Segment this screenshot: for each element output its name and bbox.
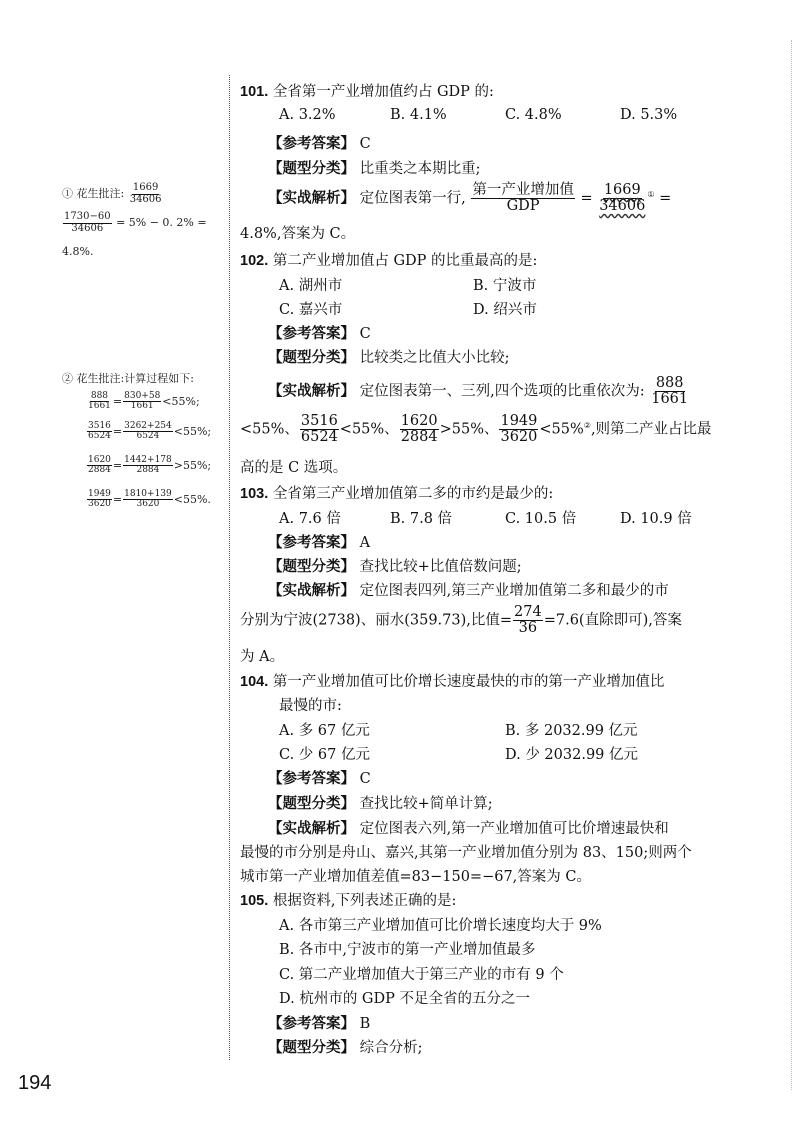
q103-analysis-line3: 为 A。 bbox=[240, 649, 285, 665]
q102-option-b: B. 宁波市 bbox=[473, 278, 537, 294]
q104-option-c: C. 少 67 亿元 bbox=[279, 747, 370, 763]
q101-answer: 【参考答案】 C bbox=[268, 135, 371, 152]
q104-option-a: A. 多 67 亿元 bbox=[279, 723, 370, 739]
q105-option-c: C. 第二产业增加值大于第三产业的市有 9 个 bbox=[279, 967, 564, 983]
q105-answer: 【参考答案】 B bbox=[268, 1015, 371, 1032]
q102-stem: 102. 第二产业增加值占 GDP 的比重最高的是: bbox=[240, 253, 538, 269]
margin-note-1-line2: $\frac{1730-60}{34606}$ = 5% − 0. 2% = bbox=[64, 211, 207, 234]
note1-fraction-2: $\frac{1730-60}{34606}$ bbox=[64, 211, 111, 234]
q101-option-b: B. 4.1% bbox=[390, 107, 447, 123]
page-number: 194 bbox=[18, 1072, 52, 1094]
note2-row-4: $\frac{1949}{3620}$ = $\frac{1810+139}{3620}$ <55%. bbox=[88, 489, 211, 510]
margin-note-1 bbox=[62, 183, 164, 205]
page-edge bbox=[791, 40, 792, 1090]
q103-option-b: B. 7.8 倍 bbox=[390, 511, 453, 527]
q105-option-b: B. 各市中,宁波市的第一产业增加值最多 bbox=[279, 942, 536, 958]
q105-option-a: A. 各市第三产业增加值可比价增长速度均大于 9% bbox=[279, 918, 602, 934]
q103-option-c: C. 10.5 倍 bbox=[505, 511, 577, 527]
q103-stem: 103. 全省第三产业增加值第二多的市约是最少的: bbox=[240, 486, 554, 502]
q102-answer: 【参考答案】 C bbox=[268, 325, 371, 342]
q101-analysis: 【实战解析】 定位图表第一行, $\frac{\text{第一产业增加值}}{\text{GDP}}$ = $\frac{1669}{34606}$ ① = bbox=[268, 182, 672, 215]
margin-note-2: ② 花生批注:计算过程如下: bbox=[62, 372, 194, 385]
q102-analysis-line3: 高的是 C 选项。 bbox=[240, 460, 348, 476]
q102-analysis: 【实战解析】 定位图表第一、三列,四个选项的比重依次为: $\frac{888}{1661}$ bbox=[268, 375, 689, 408]
note1-fraction-1: $\frac{1669}{34606}$ bbox=[129, 182, 162, 205]
q104-stem-line2: 最慢的市: bbox=[279, 698, 342, 714]
q103-category: 【题型分类】 查找比较+比值倍数问题; bbox=[268, 558, 522, 575]
note2-row-2: $\frac{3516}{6524}$ = $\frac{3262+254}{6524}$ <55%; bbox=[88, 421, 212, 442]
q104-stem: 104. 第一产业增加值可比价增长速度最快的市的第一产业增加值比 bbox=[240, 674, 665, 690]
q104-category: 【题型分类】 查找比较+简单计算; bbox=[268, 795, 493, 812]
q101-option-d: D. 5.3% bbox=[620, 107, 678, 123]
q104-option-b: B. 多 2032.99 亿元 bbox=[505, 723, 638, 739]
q101-category: 【题型分类】 比重类之本期比重; bbox=[268, 160, 481, 177]
q103-answer: 【参考答案】 A bbox=[268, 534, 371, 551]
note2-row-1: $\frac{888}{1661}$ = $\frac{830+58}{1661}$ <55%; bbox=[88, 391, 200, 412]
q103-analysis: 【实战解析】 定位图表四列,第三产业增加值第二多和最少的市 bbox=[268, 582, 669, 599]
q104-analysis: 【实战解析】 定位图表六列,第一产业增加值可比价增速最快和 bbox=[268, 820, 669, 837]
q102-category: 【题型分类】 比较类之比值大小比较; bbox=[268, 349, 510, 366]
q102-option-d: D. 绍兴市 bbox=[473, 302, 537, 318]
q104-analysis-line3: 城市第一产业增加值差值=83−150=−67,答案为 C。 bbox=[240, 869, 591, 885]
note1-prefix: ① 花生批注: bbox=[62, 187, 125, 200]
q105-option-d: D. 杭州市的 GDP 不足全省的五分之一 bbox=[279, 991, 531, 1007]
margin-divider bbox=[229, 75, 230, 1060]
q101-option-a: A. 3.2% bbox=[279, 107, 336, 123]
q101-option-c: C. 4.8% bbox=[505, 107, 562, 123]
q102-analysis-line2: <55%、 $\frac{3516}{6524}$ <55%、 $\frac{1620}{2884}$ >55%、 $\frac{1949}{3620}$ <55%②,则第二产业占比最 bbox=[240, 413, 712, 446]
note2-row-3: $\frac{1620}{2884}$ = $\frac{1442+178}{2884}$ >55%; bbox=[88, 455, 212, 476]
q104-option-d: D. 少 2032.99 亿元 bbox=[505, 747, 639, 763]
q102-option-a: A. 湖州市 bbox=[279, 278, 343, 294]
q103-option-a: A. 7.6 倍 bbox=[279, 511, 341, 527]
q105-stem: 105. 根据资料,下列表述正确的是: bbox=[240, 893, 457, 909]
q101-analysis-line2: 4.8%,答案为 C。 bbox=[240, 226, 356, 242]
q104-analysis-line2: 最慢的市分别是舟山、嘉兴,其第一产业增加值分别为 83、150;则两个 bbox=[240, 845, 692, 861]
q105-category: 【题型分类】 综合分析; bbox=[268, 1039, 423, 1056]
q101-stem: 101. 全省第一产业增加值约占 GDP 的: bbox=[240, 84, 494, 100]
q102-option-c: C. 嘉兴市 bbox=[279, 302, 343, 318]
q103-option-d: D. 10.9 倍 bbox=[620, 511, 692, 527]
q104-answer: 【参考答案】 C bbox=[268, 770, 371, 787]
q103-analysis-line2: 分别为宁波(2738)、丽水(359.73),比值= $\frac{274}{36}$ =7.6(直除即可),答案 bbox=[240, 604, 682, 637]
margin-note-1-line3: 4.8%. bbox=[62, 245, 94, 258]
